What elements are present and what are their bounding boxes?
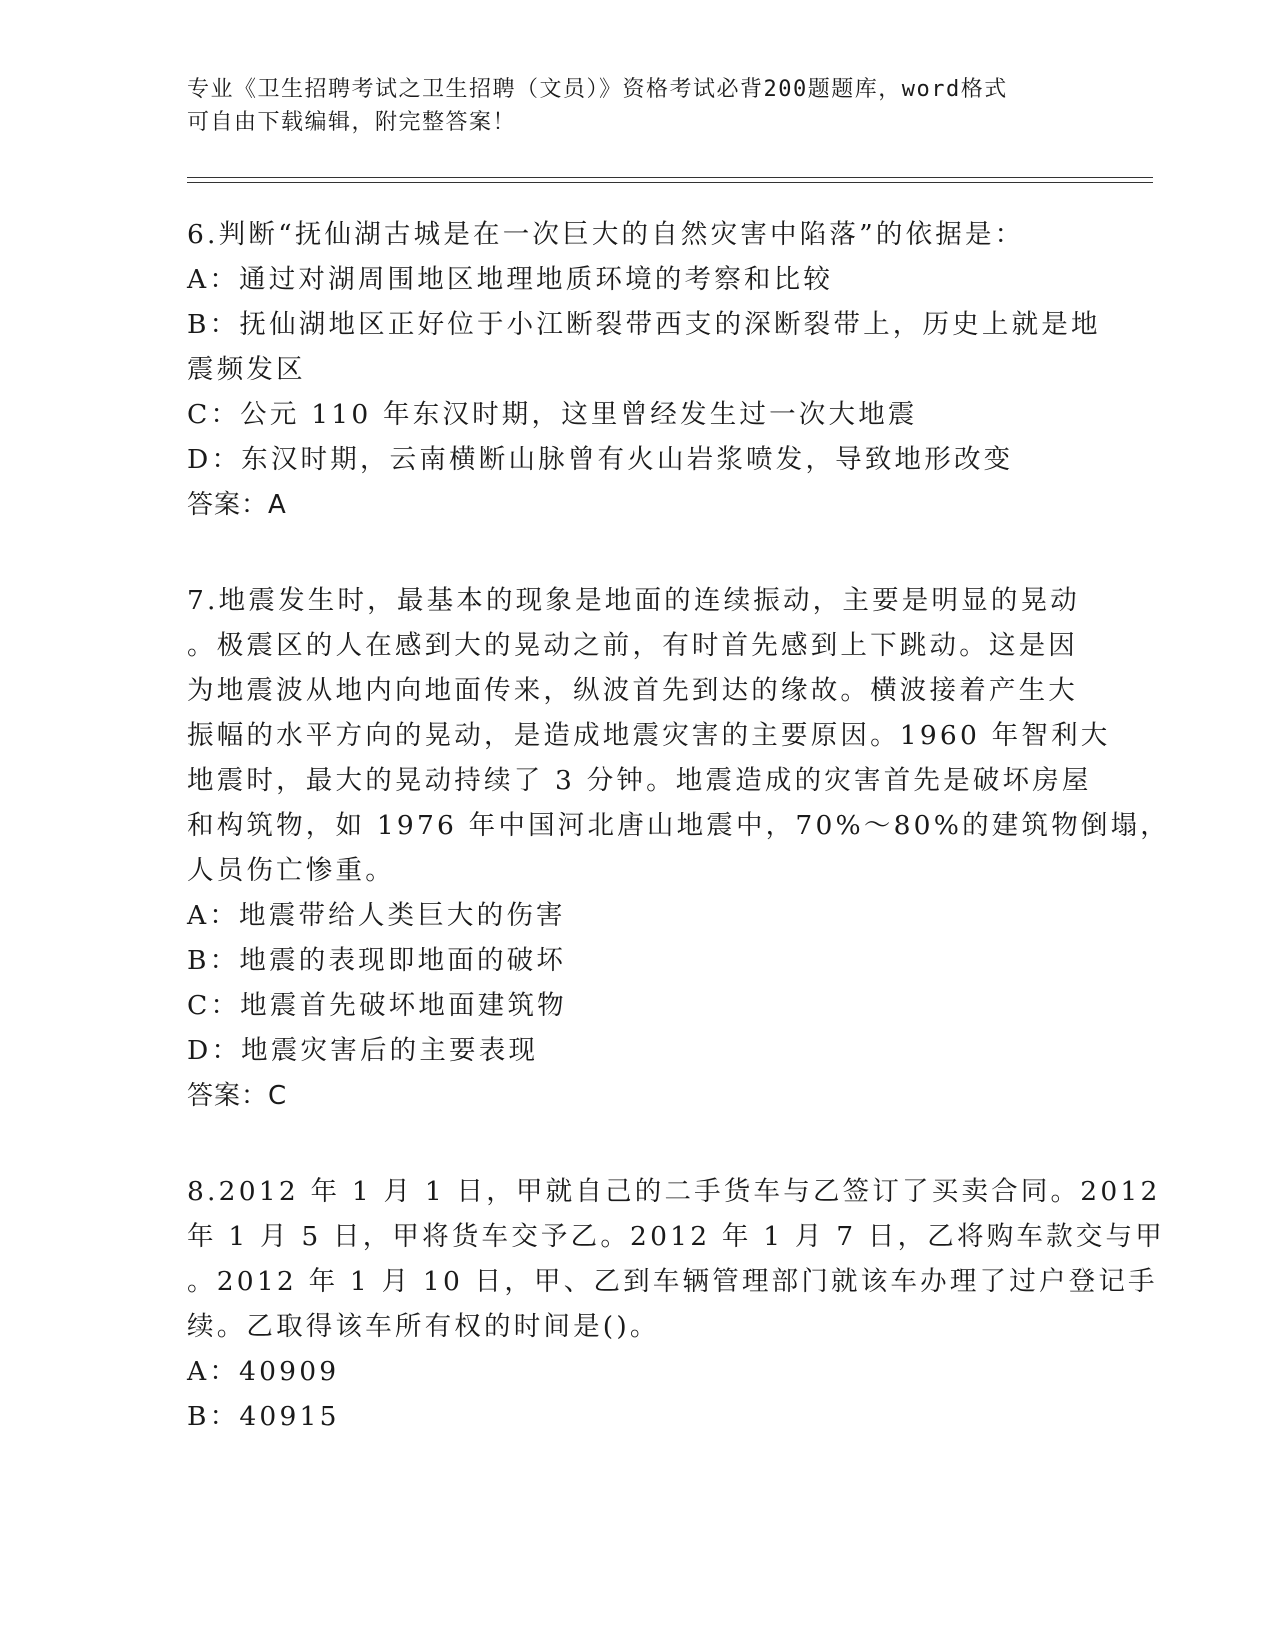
question-stem-line: 年 1 月 5 日，甲将货车交予乙。2012 年 1 月 7 日，乙将购车款交与甲 xyxy=(187,1221,1165,1252)
header-divider-top xyxy=(187,177,1153,178)
option-d: D：地震灾害后的主要表现 xyxy=(187,1035,539,1066)
answer-label: 答案：C xyxy=(187,1081,288,1111)
option-a: A：通过对湖周围地区地理地质环境的考察和比较 xyxy=(187,264,834,295)
header-title-line-1: 专业《卫生招聘考试之卫生招聘（文员）》资格考试必背200题题库，word格式 xyxy=(187,77,1008,102)
question-7 xyxy=(187,578,1170,1119)
question-stem-line: 8.2012 年 1 月 1 日，甲就自己的二手货车与乙签订了买卖合同。2012 xyxy=(187,1176,1161,1207)
option-c: C：地震首先破坏地面建筑物 xyxy=(187,990,567,1021)
option-d: D：东汉时期，云南横断山脉曾有火山岩浆喷发，导致地形改变 xyxy=(187,444,1014,475)
question-stem-line: 和构筑物，如 1976 年中国河北唐山地震中，70%～80%的建筑物倒塌， xyxy=(187,810,1170,841)
question-stem-line: 6.判断“抚仙湖古城是在一次巨大的自然灾害中陷落”的依据是： xyxy=(187,219,1025,250)
option-b: B：抚仙湖地区正好位于小江断裂带西支的深断裂带上，历史上就是地 xyxy=(187,309,1101,340)
header-divider-bottom xyxy=(187,182,1153,183)
option-a: A：40909 xyxy=(187,1356,340,1387)
option-a: A：地震带给人类巨大的伤害 xyxy=(187,900,566,931)
question-list xyxy=(187,212,1170,1439)
question-stem-line: 7.地震发生时，最基本的现象是地面的连续振动，主要是明显的晃动 xyxy=(187,585,1080,616)
option-c: C：公元 110 年东汉时期，这里曾经发生过一次大地震 xyxy=(187,399,918,430)
question-stem-line: 为地震波从地内向地面传来，纵波首先到达的缘故。横波接着产生大 xyxy=(187,675,1078,706)
question-stem-line: 地震时，最大的晃动持续了 3 分钟。地震造成的灾害首先是破坏房屋 xyxy=(187,765,1092,796)
header-title-line-2: 可自由下载编辑，附完整答案！ xyxy=(187,110,517,135)
option-b: B：40915 xyxy=(187,1401,340,1432)
question-6 xyxy=(187,212,1101,528)
question-stem-line: 。2012 年 1 月 10 日，甲、乙到车辆管理部门就该车办理了过户登记手 xyxy=(187,1266,1158,1297)
question-stem-line: 续。乙取得该车所有权的时间是()。 xyxy=(187,1311,660,1342)
question-stem-line: 人员伤亡惨重。 xyxy=(187,855,395,886)
question-8 xyxy=(187,1169,1165,1439)
option-b: B：地震的表现即地面的破坏 xyxy=(187,945,567,976)
option-b-continued: 震频发区 xyxy=(187,354,306,385)
question-stem-line: 。极震区的人在感到大的晃动之前，有时首先感到上下跳动。这是因 xyxy=(187,630,1078,661)
answer-label: 答案：A xyxy=(187,490,287,520)
question-stem-line: 振幅的水平方向的晃动，是造成地震灾害的主要原因。1960 年智利大 xyxy=(187,720,1111,751)
document-header xyxy=(187,73,1067,139)
